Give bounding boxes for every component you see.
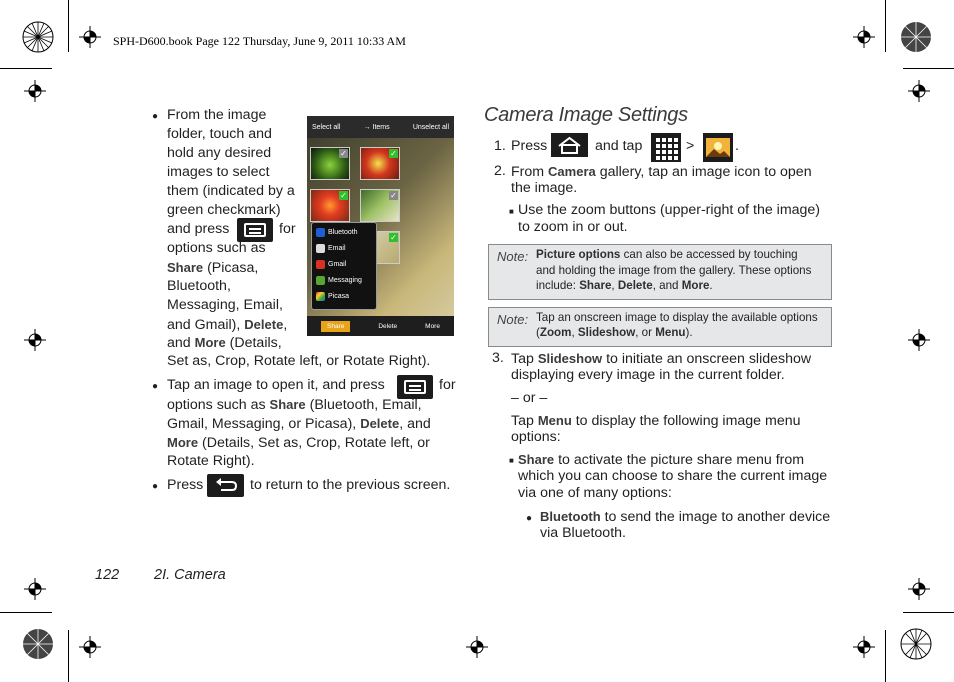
picasa-icon [316,292,325,301]
registration-star-icon [900,21,932,53]
thumbnail [360,189,400,222]
or-separator: – or – [511,390,548,406]
registration-crosshair-icon [853,26,875,48]
bullet-dot: ● [526,513,533,524]
bullet3-line: Press [167,477,204,493]
bullet1-line: options such as [167,240,266,256]
popup-item-picasa: Picasa [316,290,349,303]
checkmark-icon: ✓ [340,191,347,200]
square-bullet: ■ [509,207,514,216]
step2-subbullet: to zoom in or out. [518,219,628,235]
step-number: 3. [492,350,504,366]
delete-button: Delete [378,322,398,330]
registration-crosshair-icon [908,329,930,351]
section-title: Camera Image Settings [484,104,688,126]
note-line: (Zoom, Slideshow, or Menu). [536,326,693,339]
registration-crosshair-icon [24,578,46,600]
note-box [488,307,832,347]
note-label: Note: [497,249,529,264]
note-line: Picture options can also be accessed by touching [536,248,798,261]
note-line: include: Share, Delete, and More. [536,279,713,292]
step3-text: Tap Slideshow to initiate an onscreen slideshow [511,351,812,367]
registration-crosshair-icon [79,636,101,658]
bullet1-line: images to select [167,164,270,180]
registration-crosshair-icon [853,636,875,658]
home-key-icon [551,133,588,157]
gmail-icon [316,260,325,269]
registration-crosshair-icon [908,80,930,102]
thumbnail [360,147,400,180]
step1-gt: > [686,138,695,154]
checkmark-icon: ✓ [390,191,397,200]
bullet2-line: Rotate Right). [167,453,255,469]
bullet1-line: them (indicated by a [167,183,295,199]
step1-text: Press [511,138,548,154]
registration-crosshair-icon [24,80,46,102]
step1-text: and tap [595,138,643,154]
messaging-icon [316,276,325,285]
thumbnail [310,147,350,180]
items-label: → Items [363,123,390,131]
square-bullet: ■ [509,456,514,465]
checkmark-icon: ✓ [390,233,397,242]
section-name: 2I. Camera [154,567,226,583]
print-header: SPH-D600.book Page 122 Thursday, June 9, 2011 10:33 AM [113,34,406,48]
step2-text: From Camera gallery, tap an image icon to open [511,164,812,180]
bullet2-line: options such as Share (Bluetooth, Email, [167,397,422,413]
bullet2-line: More (Details, Set as, Crop, Rotate left, or [167,435,430,451]
step3-text: Tap Menu to display the following image menu [511,413,801,429]
popup-item-messaging: Messaging [316,274,362,287]
registration-star-icon [900,628,932,660]
step-number: 2. [494,163,506,179]
phone-gallery-screenshot [307,116,454,336]
bluetooth-option-text: via Bluetooth. [540,525,626,541]
note-line: and holding the image from the gallery. These options [536,264,812,277]
step1-period: . [735,138,739,154]
select-all-button: Select all [312,123,341,131]
bullet1-line: Share (Picasa, [167,260,259,276]
applications-grid-icon [651,133,681,162]
share-button: Share [321,321,350,332]
share-option-text: Share to activate the picture share menu from [518,452,805,468]
registration-crosshair-icon [908,578,930,600]
bluetooth-icon [316,228,325,237]
phone-top-bar [307,116,454,138]
note-label: Note: [497,312,529,327]
checkmark-icon: ✓ [390,149,397,158]
popup-item-gmail: Gmail [316,258,346,271]
bullet-dot: ● [152,481,159,492]
bullet-dot: ● [152,111,159,122]
step2-subbullet: Use the zoom buttons (upper-right of the image) [518,202,821,218]
back-key-icon [207,474,244,497]
share-popup-menu [311,222,377,310]
note-line: Tap an onscreen image to display the available options [536,311,818,324]
bullet1-line: From the image [167,107,267,123]
step2-text: the image. [511,180,578,196]
bluetooth-option-text: Bluetooth to send the image to another device [540,509,831,525]
bullet1-line: Bluetooth, [167,278,231,294]
share-option-text: which you can choose to share the current image [518,468,828,484]
registration-crosshair-icon [79,26,101,48]
registration-star-icon [22,628,54,660]
gallery-icon [703,133,733,162]
email-icon [316,244,325,253]
bullet1-line: and More (Details, [167,335,282,351]
note-box [488,244,832,300]
bullet1-line: for [279,221,296,237]
share-option-text: via one of many options: [518,485,672,501]
more-button: More [425,322,440,330]
bullet1-line: folder, touch and [167,126,272,142]
step-number: 1. [494,138,506,154]
step3-text: options: [511,429,561,445]
checkmark-icon: ✓ [340,149,347,158]
registration-crosshair-icon [24,329,46,351]
bullet2-line: Tap an image to open it, and press [167,377,385,393]
thumbnail [310,189,350,222]
popup-item-email: Email [316,242,346,255]
unselect-all-button: Unselect all [412,123,449,131]
bullet-dot: ● [152,381,159,392]
registration-crosshair-icon [466,636,488,658]
bullet2-line: for [439,377,456,393]
bullet1-line: green checkmark) [167,202,281,218]
bullet1-line: and Gmail), Delete, [167,317,288,333]
bullet1-line: Set as, Crop, Rotate left, or Rotate Right). [167,353,431,369]
phone-bottom-bar [307,316,454,336]
registration-star-icon [22,21,54,53]
bullet2-line: Gmail, Messaging, or Picasa), Delete, and [167,416,431,432]
bullet1-line: Messaging, Email, [167,297,283,313]
step3-text: displaying every image in the current folder. [511,367,785,383]
bullet3-line: to return to the previous screen. [250,477,451,493]
bullet1-line: and press [167,221,230,237]
popup-item-bluetooth: Bluetooth [316,226,358,239]
bullet1-line: hold any desired [167,145,272,161]
page-number: 122 [95,567,120,583]
